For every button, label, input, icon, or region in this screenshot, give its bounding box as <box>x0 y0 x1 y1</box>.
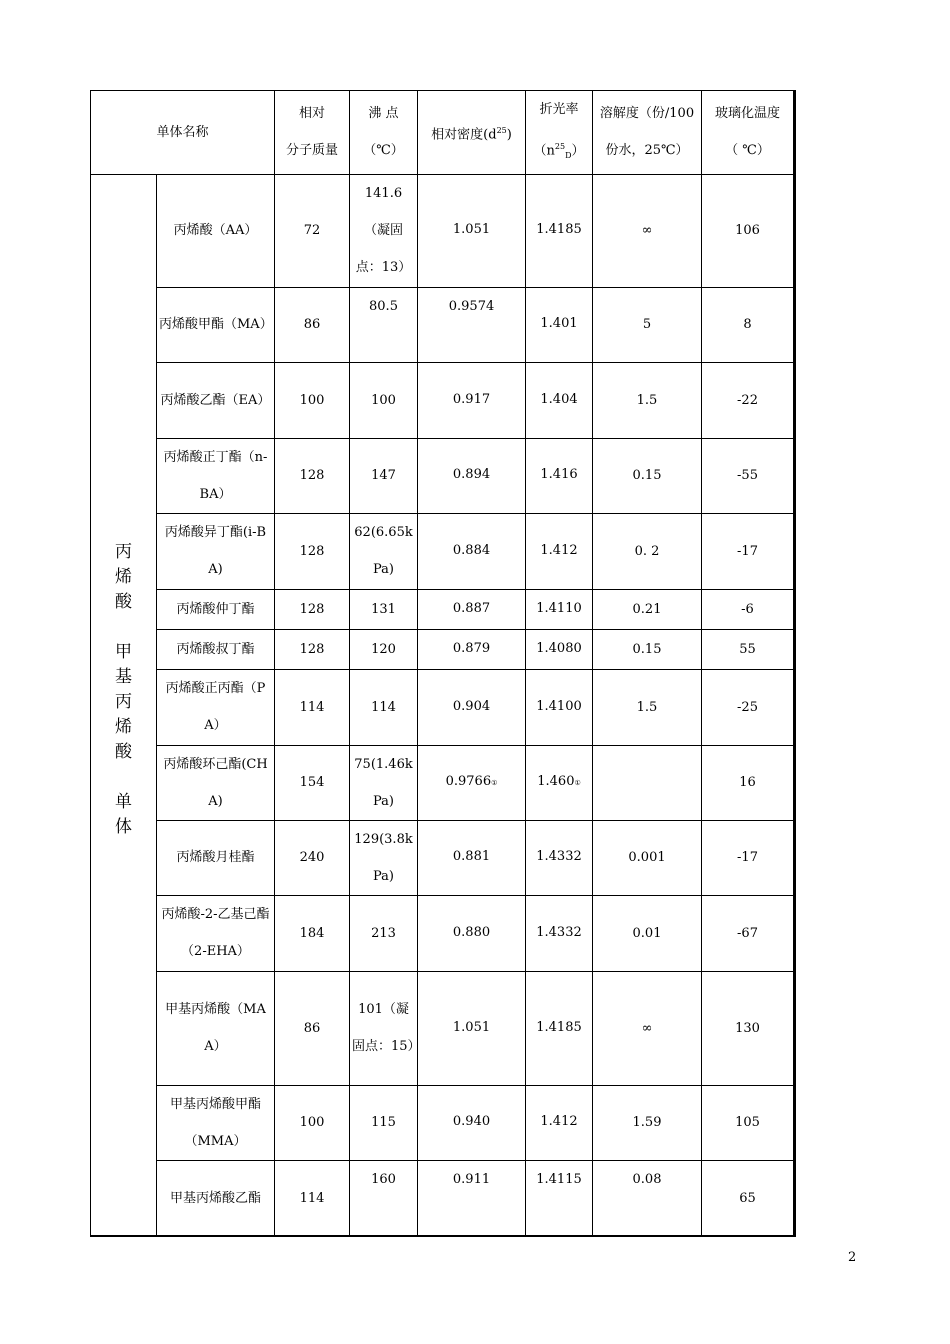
cell-density <box>418 895 526 971</box>
header-bp-line2: （℃） <box>363 143 404 159</box>
cell-molecular-weight-value: 72 <box>303 223 321 239</box>
cell-refractive-index <box>526 589 593 629</box>
cell-boiling-point <box>350 820 418 895</box>
cell-monomer-name <box>157 895 275 971</box>
cell-glass-transition <box>702 287 795 362</box>
header-sol-line2: 份水，25℃） <box>605 143 689 159</box>
cell-refractive-index-value: 1.460 <box>537 774 575 790</box>
group-label-char: 甲 <box>115 641 132 662</box>
cell-glass-transition-value: -22 <box>737 392 758 408</box>
cell-glass-transition <box>702 438 795 513</box>
table-row <box>91 629 795 669</box>
header-molecular-weight <box>275 91 350 175</box>
table-row <box>91 669 795 745</box>
cell-solubility <box>593 1085 702 1160</box>
table-row <box>91 174 795 287</box>
header-mw-line2: 分子质量 <box>285 143 338 159</box>
cell-density-value: 0.917 <box>452 391 491 407</box>
cell-molecular-weight <box>275 820 350 895</box>
cell-solubility <box>593 1160 702 1236</box>
cell-monomer-name-value: 丙烯酸（AA） <box>173 223 258 239</box>
group-label-char: 烯 <box>115 716 132 737</box>
table-row <box>91 745 795 820</box>
cell-molecular-weight <box>275 1160 350 1236</box>
cell-molecular-weight <box>275 362 350 438</box>
cell-density <box>418 589 526 629</box>
cell-boiling-point-value: 62(6.65kPa) <box>354 525 413 578</box>
cell-solubility-value: 0. 2 <box>634 543 660 559</box>
cell-glass-transition-value: -25 <box>737 699 758 715</box>
cell-solubility <box>593 820 702 895</box>
cell-boiling-point-value: 114 <box>371 699 396 715</box>
cell-solubility <box>593 589 702 629</box>
cell-refractive-index-value: 1.4115 <box>536 1171 582 1187</box>
cell-boiling-point <box>350 174 418 287</box>
cell-glass-transition-value: -17 <box>737 543 758 559</box>
cell-refractive-index-value: 1.4110 <box>536 600 582 616</box>
cell-density <box>418 513 526 589</box>
group-label-char: 酸 <box>115 741 132 762</box>
cell-boiling-point-value: 141.6（凝固点：13） <box>355 186 412 276</box>
cell-molecular-weight <box>275 438 350 513</box>
cell-glass-transition <box>702 1085 795 1160</box>
cell-monomer-name <box>157 1160 275 1236</box>
cell-monomer-name-value: 丙烯酸环己酯(CHA) <box>163 756 268 809</box>
cell-boiling-point <box>350 629 418 669</box>
cell-density-value: 0.894 <box>452 467 491 483</box>
cell-boiling-point-value: 160 <box>371 1171 396 1187</box>
table-row <box>91 513 795 589</box>
cell-monomer-name <box>157 438 275 513</box>
cell-monomer-name-value: 丙烯酸-2-乙基己酯（2-EHA） <box>161 907 270 960</box>
group-label-char: 丙 <box>115 691 132 712</box>
cell-solubility-value: 1.5 <box>636 699 658 715</box>
cell-molecular-weight-value: 86 <box>303 317 321 333</box>
cell-density-value: 0.911 <box>452 1171 491 1187</box>
cell-monomer-name-value: 丙烯酸正丙酯（PA） <box>165 681 266 734</box>
cell-glass-transition-value: -55 <box>737 468 758 484</box>
cell-glass-transition-value: 130 <box>735 1020 760 1036</box>
cell-boiling-point <box>350 513 418 589</box>
cell-refractive-index <box>526 629 593 669</box>
cell-glass-transition <box>702 669 795 745</box>
cell-molecular-weight <box>275 174 350 287</box>
cell-glass-transition-value: 55 <box>739 641 756 657</box>
cell-density <box>418 362 526 438</box>
cell-solubility <box>593 513 702 589</box>
cell-monomer-name-value: 丙烯酸叔丁酯 <box>176 641 255 657</box>
table-row <box>91 438 795 513</box>
cell-refractive-index-value: 1.404 <box>540 391 578 407</box>
cell-glass-transition <box>702 513 795 589</box>
cell-molecular-weight <box>275 669 350 745</box>
cell-density-value: 1.051 <box>452 1019 491 1035</box>
cell-boiling-point-value: 120 <box>371 641 396 657</box>
cell-glass-transition <box>702 362 795 438</box>
cell-refractive-index <box>526 1085 593 1160</box>
cell-boiling-point <box>350 362 418 438</box>
cell-solubility <box>593 438 702 513</box>
cell-glass-transition-value: 65 <box>739 1190 756 1206</box>
cell-density <box>418 745 526 820</box>
cell-molecular-weight-value: 128 <box>299 601 325 617</box>
cell-molecular-weight-value: 240 <box>299 850 325 866</box>
table-row <box>91 589 795 629</box>
cell-molecular-weight-value: 184 <box>299 925 325 941</box>
cell-refractive-index <box>526 971 593 1085</box>
header-solubility <box>593 91 702 175</box>
cell-glass-transition-value: 105 <box>735 1115 760 1131</box>
cell-molecular-weight <box>275 971 350 1085</box>
header-refr-sup: 25 <box>554 142 566 151</box>
cell-refractive-index <box>526 174 593 287</box>
cell-refractive-index-value: 1.4332 <box>536 849 582 865</box>
cell-glass-transition-value: 8 <box>743 317 752 333</box>
footnote-mark: ① <box>574 779 581 788</box>
cell-boiling-point <box>350 438 418 513</box>
cell-density <box>418 669 526 745</box>
cell-monomer-name-value: 丙烯酸月桂酯 <box>176 850 255 866</box>
cell-boiling-point <box>350 589 418 629</box>
cell-density <box>418 1085 526 1160</box>
cell-boiling-point-value: 147 <box>371 468 396 484</box>
cell-solubility <box>593 287 702 362</box>
cell-boiling-point <box>350 745 418 820</box>
cell-solubility-value: 1.59 <box>632 1115 662 1131</box>
cell-density-value: 0.9574 <box>448 298 495 314</box>
cell-molecular-weight-value: 154 <box>299 775 325 791</box>
cell-monomer-name-value: 甲基丙烯酸甲酯（MMA） <box>169 1096 261 1149</box>
header-glass-transition <box>702 91 795 175</box>
cell-refractive-index <box>526 513 593 589</box>
cell-boiling-point <box>350 971 421 1085</box>
cell-molecular-weight <box>275 589 350 629</box>
cell-glass-transition-value: 106 <box>735 223 760 239</box>
cell-density <box>418 174 526 287</box>
cell-solubility-value: 0.01 <box>632 925 662 941</box>
group-label-char: 体 <box>115 816 132 837</box>
cell-molecular-weight-value: 114 <box>299 699 325 715</box>
cell-density-value: 1.051 <box>452 222 491 238</box>
header-density-text: 相对密度(d <box>431 127 497 143</box>
cell-monomer-name <box>157 174 275 287</box>
cell-refractive-index <box>526 438 593 513</box>
table-row <box>91 1085 795 1160</box>
cell-refractive-index <box>526 669 593 745</box>
cell-density-value: 0.881 <box>452 849 491 865</box>
cell-glass-transition <box>702 174 795 287</box>
cell-monomer-name <box>157 971 275 1085</box>
cell-boiling-point-value: 131 <box>371 601 396 617</box>
cell-density-value: 0.880 <box>452 924 491 940</box>
cell-glass-transition <box>702 589 795 629</box>
cell-monomer-name <box>157 589 275 629</box>
footnote-mark: ① <box>491 779 498 788</box>
group-label-text <box>93 540 154 840</box>
cell-density <box>418 971 526 1085</box>
table-body <box>91 174 795 1236</box>
header-mw-line1: 相对 <box>298 106 325 122</box>
monomer-properties-table <box>90 90 796 1237</box>
cell-monomer-name-value: 甲基丙烯酸（MAA） <box>165 1002 266 1055</box>
header-boiling-point <box>350 91 418 175</box>
cell-molecular-weight-value: 100 <box>299 392 325 408</box>
cell-refractive-index-value: 1.4185 <box>536 222 582 238</box>
cell-boiling-point-value: 115 <box>371 1115 396 1131</box>
cell-glass-transition-value: -6 <box>741 601 754 617</box>
group-label-gap <box>93 615 154 640</box>
cell-monomer-name <box>157 513 275 589</box>
table-row <box>91 362 795 438</box>
cell-boiling-point-value: 80.5 <box>369 298 398 314</box>
cell-monomer-name-value: 丙烯酸仲丁酯 <box>176 601 255 617</box>
group-label-char: 烯 <box>115 566 132 587</box>
header-monomer-name: 单体名称 <box>91 91 275 175</box>
cell-solubility-value: 0.15 <box>632 468 662 484</box>
cell-glass-transition <box>702 820 795 895</box>
cell-refractive-index-value: 1.4332 <box>536 924 582 940</box>
header-density-close: ) <box>506 127 512 143</box>
cell-density-value: 0.887 <box>452 600 491 616</box>
group-label-char: 丙 <box>115 541 132 562</box>
cell-boiling-point-value: 129(3.8kPa) <box>354 831 413 884</box>
cell-monomer-name <box>157 362 275 438</box>
cell-refractive-index-value: 1.401 <box>540 316 578 332</box>
cell-solubility <box>593 745 702 820</box>
cell-density-value: 0.884 <box>452 542 491 558</box>
cell-refractive-index-value: 1.412 <box>540 1114 578 1130</box>
cell-glass-transition <box>702 895 795 971</box>
header-refr-line1: 折光率 <box>539 102 579 117</box>
table-row <box>91 1160 795 1236</box>
cell-refractive-index-value: 1.4080 <box>536 640 582 656</box>
cell-density <box>418 629 526 669</box>
cell-boiling-point <box>350 1160 418 1236</box>
header-refractive-index <box>526 91 593 175</box>
header-bp-line1: 沸 点 <box>368 106 399 122</box>
cell-density-value: 0.940 <box>452 1114 491 1130</box>
cell-monomer-name-value: 丙烯酸异丁酯(i-BA) <box>164 525 267 578</box>
cell-solubility-value: 0.21 <box>632 601 662 617</box>
cell-boiling-point-value: 100 <box>371 392 396 408</box>
cell-refractive-index-value: 1.416 <box>540 467 578 483</box>
cell-monomer-name <box>157 820 275 895</box>
group-label-char: 基 <box>115 666 132 687</box>
cell-solubility <box>593 669 702 745</box>
cell-density <box>418 1160 526 1236</box>
cell-refractive-index-value: 1.4100 <box>536 698 582 714</box>
cell-monomer-name <box>157 669 275 745</box>
cell-solubility <box>593 174 702 287</box>
header-tg-line1: 玻璃化温度 <box>714 106 780 122</box>
cell-molecular-weight <box>275 745 350 820</box>
cell-molecular-weight <box>275 1085 350 1160</box>
cell-refractive-index <box>526 745 593 820</box>
header-refr-line2 <box>528 128 590 174</box>
cell-density <box>418 820 526 895</box>
cell-solubility-value: ∞ <box>641 1020 653 1036</box>
cell-refractive-index <box>526 895 593 971</box>
cell-refractive-index-value: 1.4185 <box>536 1019 582 1035</box>
cell-density-value: 0.904 <box>452 698 491 714</box>
cell-monomer-name-value: 丙烯酸甲酯（MA） <box>159 317 273 333</box>
cell-molecular-weight <box>275 287 350 362</box>
cell-glass-transition-value: 16 <box>739 775 756 791</box>
cell-density-value: 0.9766 <box>445 774 492 790</box>
cell-molecular-weight-value: 114 <box>299 1190 325 1206</box>
cell-refractive-index <box>526 1160 593 1236</box>
cell-glass-transition-value: -67 <box>737 925 758 941</box>
cell-monomer-name <box>157 629 275 669</box>
cell-boiling-point <box>350 1085 418 1160</box>
cell-solubility <box>593 895 702 971</box>
cell-solubility-value: 1.5 <box>636 392 658 408</box>
cell-refractive-index <box>526 362 593 438</box>
cell-boiling-point-value: 101（凝固点：15） <box>352 1002 421 1055</box>
header-density <box>418 91 526 175</box>
table-row <box>91 895 795 971</box>
cell-monomer-name-value: 甲基丙烯酸乙酯 <box>169 1190 261 1206</box>
cell-boiling-point <box>350 669 418 745</box>
cell-solubility-value: 0.15 <box>632 641 662 657</box>
cell-solubility <box>593 362 702 438</box>
table-row <box>91 287 795 362</box>
cell-solubility <box>593 629 702 669</box>
cell-boiling-point-value: 213 <box>371 925 396 941</box>
cell-molecular-weight-value: 100 <box>299 1115 325 1131</box>
header-tg-line2: （ ℃） <box>725 143 770 159</box>
cell-molecular-weight-value: 128 <box>299 543 325 559</box>
cell-solubility-value: 0.08 <box>632 1171 662 1187</box>
group-label <box>91 174 157 1236</box>
page-number: 2 <box>848 1250 857 1265</box>
cell-boiling-point-value: 75(1.46kPa) <box>354 756 413 809</box>
cell-monomer-name-value: 丙烯酸正丁酯（n-BA） <box>163 449 268 502</box>
cell-refractive-index <box>526 820 593 895</box>
header-refr-open: （n <box>533 143 555 159</box>
cell-density <box>418 287 526 362</box>
cell-refractive-index <box>526 287 593 362</box>
cell-density-value: 0.879 <box>452 640 491 656</box>
table-row <box>91 971 795 1085</box>
cell-monomer-name <box>157 745 275 820</box>
header-refr-close: ） <box>571 143 585 159</box>
cell-glass-transition <box>702 1160 795 1236</box>
cell-solubility-value: 5 <box>642 317 652 333</box>
cell-boiling-point <box>350 895 418 971</box>
cell-glass-transition <box>702 629 795 669</box>
cell-glass-transition <box>702 971 795 1085</box>
group-label-gap <box>93 765 154 790</box>
cell-molecular-weight <box>275 629 350 669</box>
cell-glass-transition-value: -17 <box>737 850 758 866</box>
header-density-sup: 25 <box>496 125 507 135</box>
cell-molecular-weight-value: 128 <box>299 641 325 657</box>
cell-refractive-index-value: 1.412 <box>540 542 578 558</box>
cell-molecular-weight-value: 128 <box>299 468 325 484</box>
cell-solubility-value: 0.001 <box>628 850 666 866</box>
cell-solubility-value: ∞ <box>641 223 653 239</box>
cell-glass-transition <box>702 745 795 820</box>
cell-monomer-name <box>157 287 275 362</box>
cell-boiling-point <box>350 287 418 362</box>
group-label-char: 酸 <box>115 591 132 612</box>
cell-molecular-weight-value: 86 <box>303 1020 321 1036</box>
cell-monomer-name-value: 丙烯酸乙酯（EA） <box>160 392 271 408</box>
cell-molecular-weight <box>275 895 350 971</box>
header-refr-sub: D <box>565 150 572 160</box>
cell-solubility <box>593 971 702 1085</box>
cell-monomer-name <box>157 1085 275 1160</box>
header-sol-line1: 溶解度（份/100 <box>599 106 695 122</box>
table-row <box>91 820 795 895</box>
cell-molecular-weight <box>275 513 350 589</box>
cell-density <box>418 438 526 513</box>
group-label-char: 单 <box>115 791 132 812</box>
